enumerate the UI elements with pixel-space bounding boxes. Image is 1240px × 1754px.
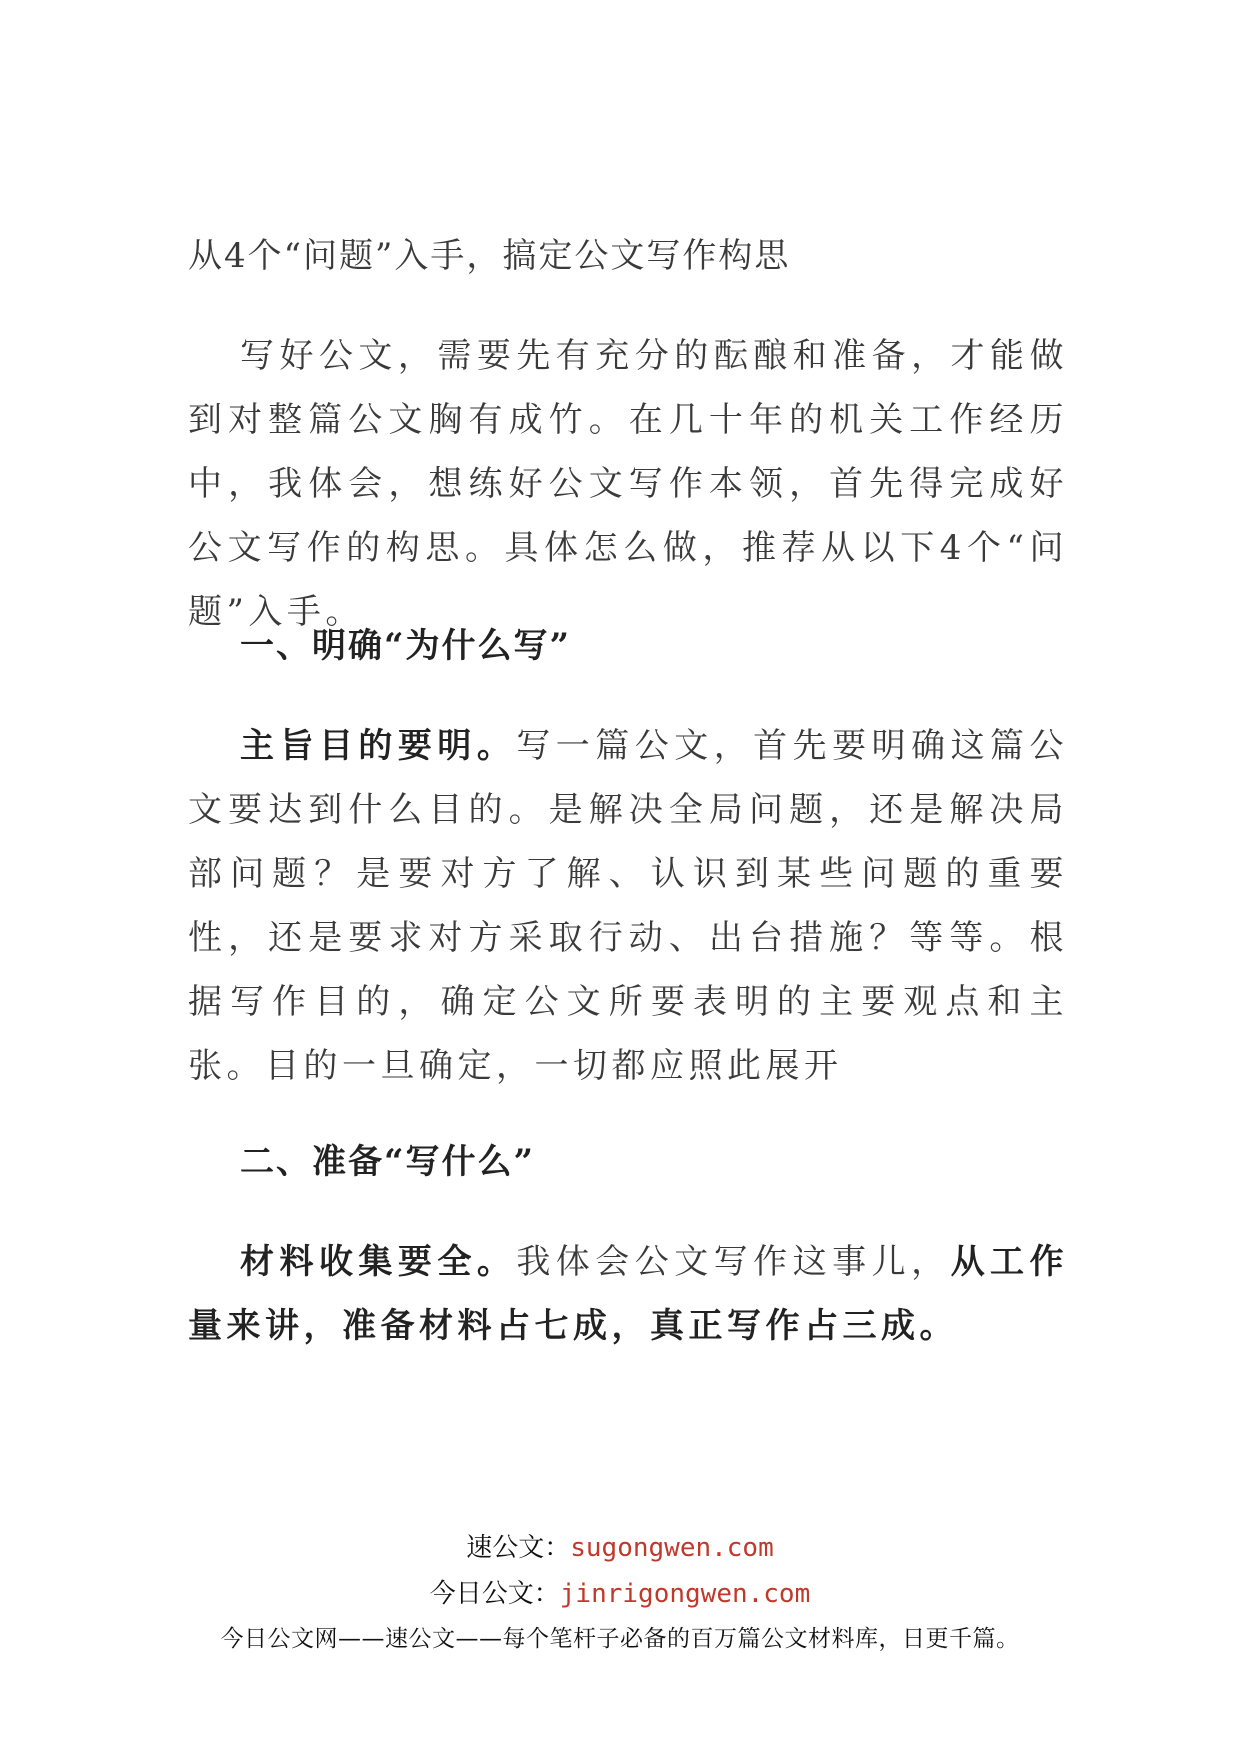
section2-paragraph [188,1230,1068,1358]
section1-heading: 一、明确“为什么写” [240,626,572,666]
section2-lead: 材料收集要全。 [240,1242,517,1282]
section1-body: 写一篇公文，首先要明确这篇公文要达到什么目的。是解决全局问题，还是解决局部问题？是要对方了解、认识到某些问题的重要性，还是要求对方采取行动、出台措施？等等。根据写作目的，确定公文所要表明的主要观点和主张。目的一旦确定，一切都应照此展开 [188,726,1069,1086]
section2-tail: 从工作量来讲，准备材料占七成，真正写作占三成。 [188,1242,1069,1346]
footer-line-jinrigongwen [0,1576,1240,1612]
footer-label-1: 速公文： [466,1533,571,1563]
footer-slogan: 今日公文网——速公文——每个笔杆子必备的百万篇公文材料库，日更千篇。 [220,1626,1020,1652]
footer-label-2: 今日公文： [429,1579,560,1609]
document-title: 从4个“问题”入手，搞定公文写作构思 [188,236,791,276]
section2-heading: 二、准备“写什么” [240,1142,536,1182]
section1-paragraph [188,714,1068,1098]
footer-link-sugongwen[interactable]: sugongwen.com [570,1533,774,1563]
footer-link-jinrigongwen[interactable]: jinrigongwen.com [559,1579,811,1609]
intro-paragraph: 写好公文，需要先有充分的酝酿和准备，才能做到对整篇公文胸有成竹。在几十年的机关工作经历中，我体会，想练好公文写作本领，首先得完成好公文写作的构思。具体怎么做，推荐从以下4个“问题”入手。 [188,336,1068,632]
section1-lead: 主旨目的要明。 [240,726,517,766]
section2-body: 我体会公文写作这事儿， [516,1242,951,1282]
footer-line-sugongwen [0,1530,1240,1566]
